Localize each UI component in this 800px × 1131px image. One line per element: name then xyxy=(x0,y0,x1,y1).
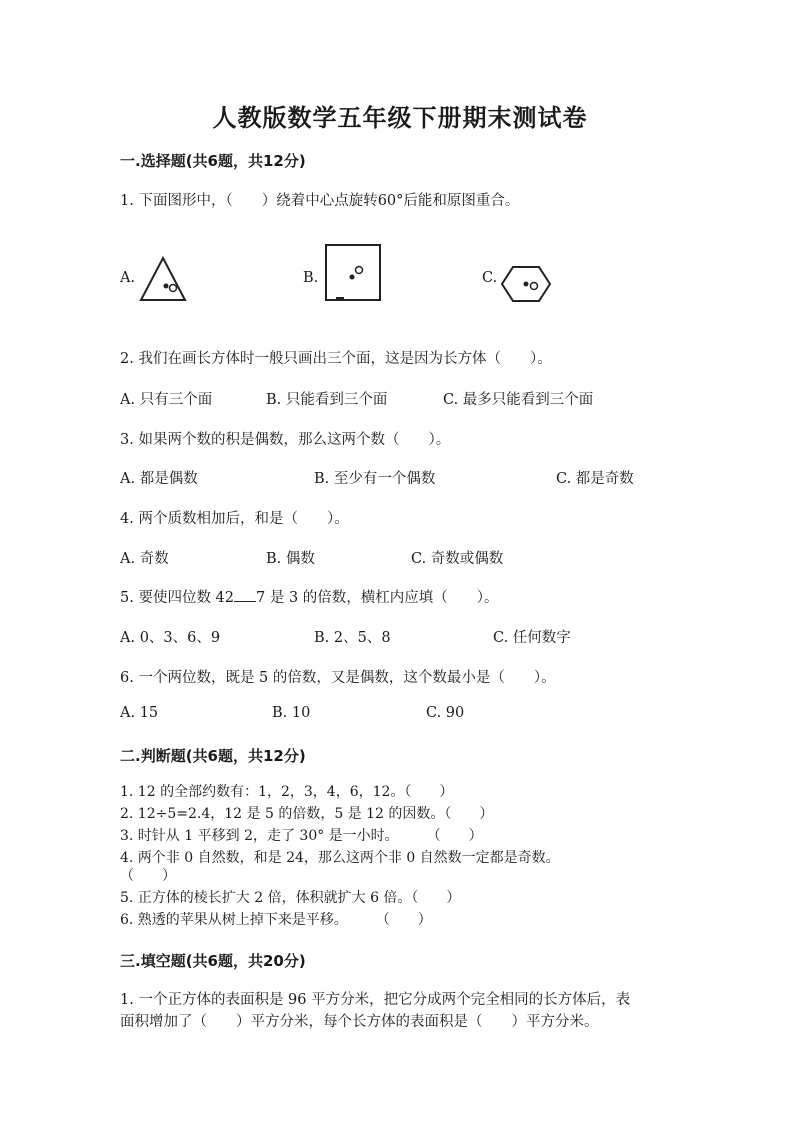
q4-option-a: A. 奇数 xyxy=(120,551,169,567)
center-dot xyxy=(524,282,529,287)
judge-item-4-bracket: （ ） xyxy=(120,868,176,884)
q2-option-c: C. 最多只能看到三个面 xyxy=(443,392,594,408)
q5-text-post: 7 是 3 的倍数，横杠内应填（ ）。 xyxy=(256,590,499,606)
question-5 xyxy=(120,586,499,607)
question-1: 1. 下面图形中，（ ）绕着中心点旋转60°后能和原图重合。 xyxy=(120,193,520,209)
question-6: 6. 一个两位数，既是 5 的倍数，又是偶数，这个数最小是（ ）。 xyxy=(120,670,556,686)
section-heading-choice: 一.选择题(共6题，共12分) xyxy=(120,152,306,170)
judge-item-3: 3. 时针从 1 平移到 2，走了 30° 是一小时。 （ ） xyxy=(120,828,483,844)
q4-option-b: B. 偶数 xyxy=(266,551,315,567)
question-3: 3. 如果两个数的积是偶数，那么这两个数（ ）。 xyxy=(120,432,451,448)
q4-option-c: C. 奇数或偶数 xyxy=(411,551,504,567)
judge-item-6: 6. 熟透的苹果从树上掉下来是平移。 （ ） xyxy=(120,912,432,928)
q5-text-pre: 5. 要使四位数 42 xyxy=(120,590,235,606)
q6-option-b: B. 10 xyxy=(272,705,311,721)
figure-label-a: A. xyxy=(120,270,136,286)
judge-item-1: 1. 12 的全部约数有：1，2，3，4，6，12。（ ） xyxy=(120,784,454,800)
question-2: 2. 我们在画长方体时一般只画出三个面，这是因为长方体（ ）。 xyxy=(120,351,552,367)
page-title: 人教版数学五年级下册期末测试卷 xyxy=(212,104,588,132)
section-heading-fill: 三.填空题(共6题，共20分) xyxy=(120,952,306,970)
q5-option-a: A. 0、3、6、9 xyxy=(120,630,221,646)
q2-option-b: B. 只能看到三个面 xyxy=(266,392,388,408)
q3-option-c: C. 都是奇数 xyxy=(556,471,634,487)
judge-item-2: 2. 12÷5=2.4，12 是 5 的倍数，5 是 12 的因数。（ ） xyxy=(120,806,494,822)
section-heading-judge: 二.判断题(共6题，共12分) xyxy=(120,747,306,765)
q6-option-c: C. 90 xyxy=(426,705,465,721)
q5-option-b: B. 2、5、8 xyxy=(314,630,391,646)
question-4: 4. 两个质数相加后，和是（ ）。 xyxy=(120,511,349,527)
fill-question-1-line2: 面积增加了（ ）平方分米，每个长方体的表面积是（ ）平方分米。 xyxy=(120,1014,599,1030)
judge-item-4: 4. 两个非 0 自然数，和是 24，那么这两个非 0 自然数一定都是奇数。 xyxy=(120,850,560,866)
judge-item-5: 5. 正方体的棱长扩大 2 倍，体积就扩大 6 倍。（ ） xyxy=(120,890,461,906)
q5-option-c: C. 任何数字 xyxy=(493,630,571,646)
center-dot xyxy=(164,284,169,289)
q2-option-a: A. 只有三个面 xyxy=(120,392,213,408)
hexagon-figure xyxy=(500,264,552,304)
center-dot xyxy=(350,275,355,280)
square-figure xyxy=(322,242,384,304)
q3-option-b: B. 至少有一个偶数 xyxy=(314,471,436,487)
figure-label-c: C. xyxy=(482,270,498,286)
triangle-figure xyxy=(138,255,188,305)
q6-option-a: A. 15 xyxy=(120,705,159,721)
q3-option-a: A. 都是偶数 xyxy=(120,471,198,487)
blank-line xyxy=(234,589,256,602)
fill-question-1-line1: 1. 一个正方体的表面积是 96 平方分米，把它分成两个完全相同的长方体后，表 xyxy=(120,992,631,1008)
figure-label-b: B. xyxy=(303,270,319,286)
